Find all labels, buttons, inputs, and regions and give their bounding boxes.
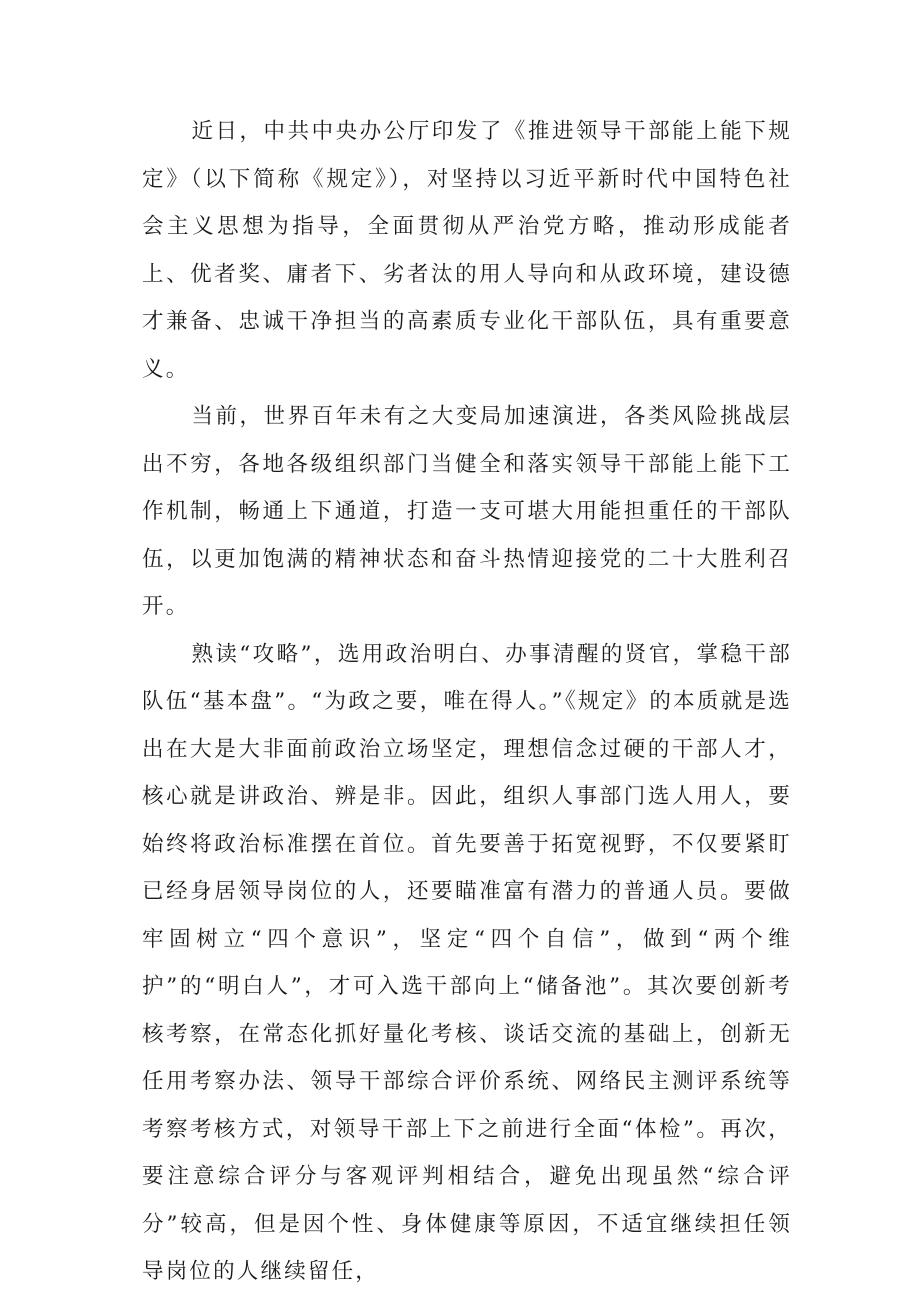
paragraph-1: 近日，中共中央办公厅印发了《推进领导干部能上能下规定》（以下简称《规定》），对坚持以习近平新时代中国特色社会主义思想为指导，全面贯彻从严治党方略，推动形成能者上、优者奖、庸者下、劣者汰的用人导向和从政环境，建设德才兼备、忠诚干净担当的高素质专业化干部队伍，具有重要意义。 — [142, 119, 792, 382]
paragraph-2: 当前，世界百年未有之大变局加速演进，各类风险挑战层出不穷，各地各级组织部门当健全和落实领导干部能上能下工作机制，畅通上下通道，打造一支可堪大用能担重任的干部队伍，以更加饱满的精神状态和奋斗热情迎接党的二十大胜利召开。 — [142, 404, 792, 619]
document-body — [142, 108, 792, 1296]
paragraph-3: 熟读“攻略”，选用政治明白、办事清醒的贤官，掌稳干部队伍“基本盘”。“为政之要，唯在得人。”《规定》的本质就是选出在大是大非面前政治立场坚定，理想信念过硬的干部人才，核心就是讲政治、辨是非。因此，组织人事部门选人用人，要始终将政治标准摆在首位。首先要善于拓宽视野，不仅要紧盯已经身居领导岗位的人，还要瞄准富有潜力的普通人员。要做牢固树立“四个意识”，坚定“四个自信”，做到“两个维护”的“明白人”，才可入选干部向上“储备池”。其次要创新考核考察，在常态化抓好量化考核、谈话交流的基础上，创新无任用考察办法、领导干部综合评价系统、网络民主测评系统等考察考核方式，对领导干部上下之前进行全面“体检”。再次，要注意综合评分与客观评判相结合，避免出现虽然“综合评分”较高，但是因个性、身体健康等原因，不适宜继续担任领导岗位的人继续留任， — [142, 641, 792, 1284]
